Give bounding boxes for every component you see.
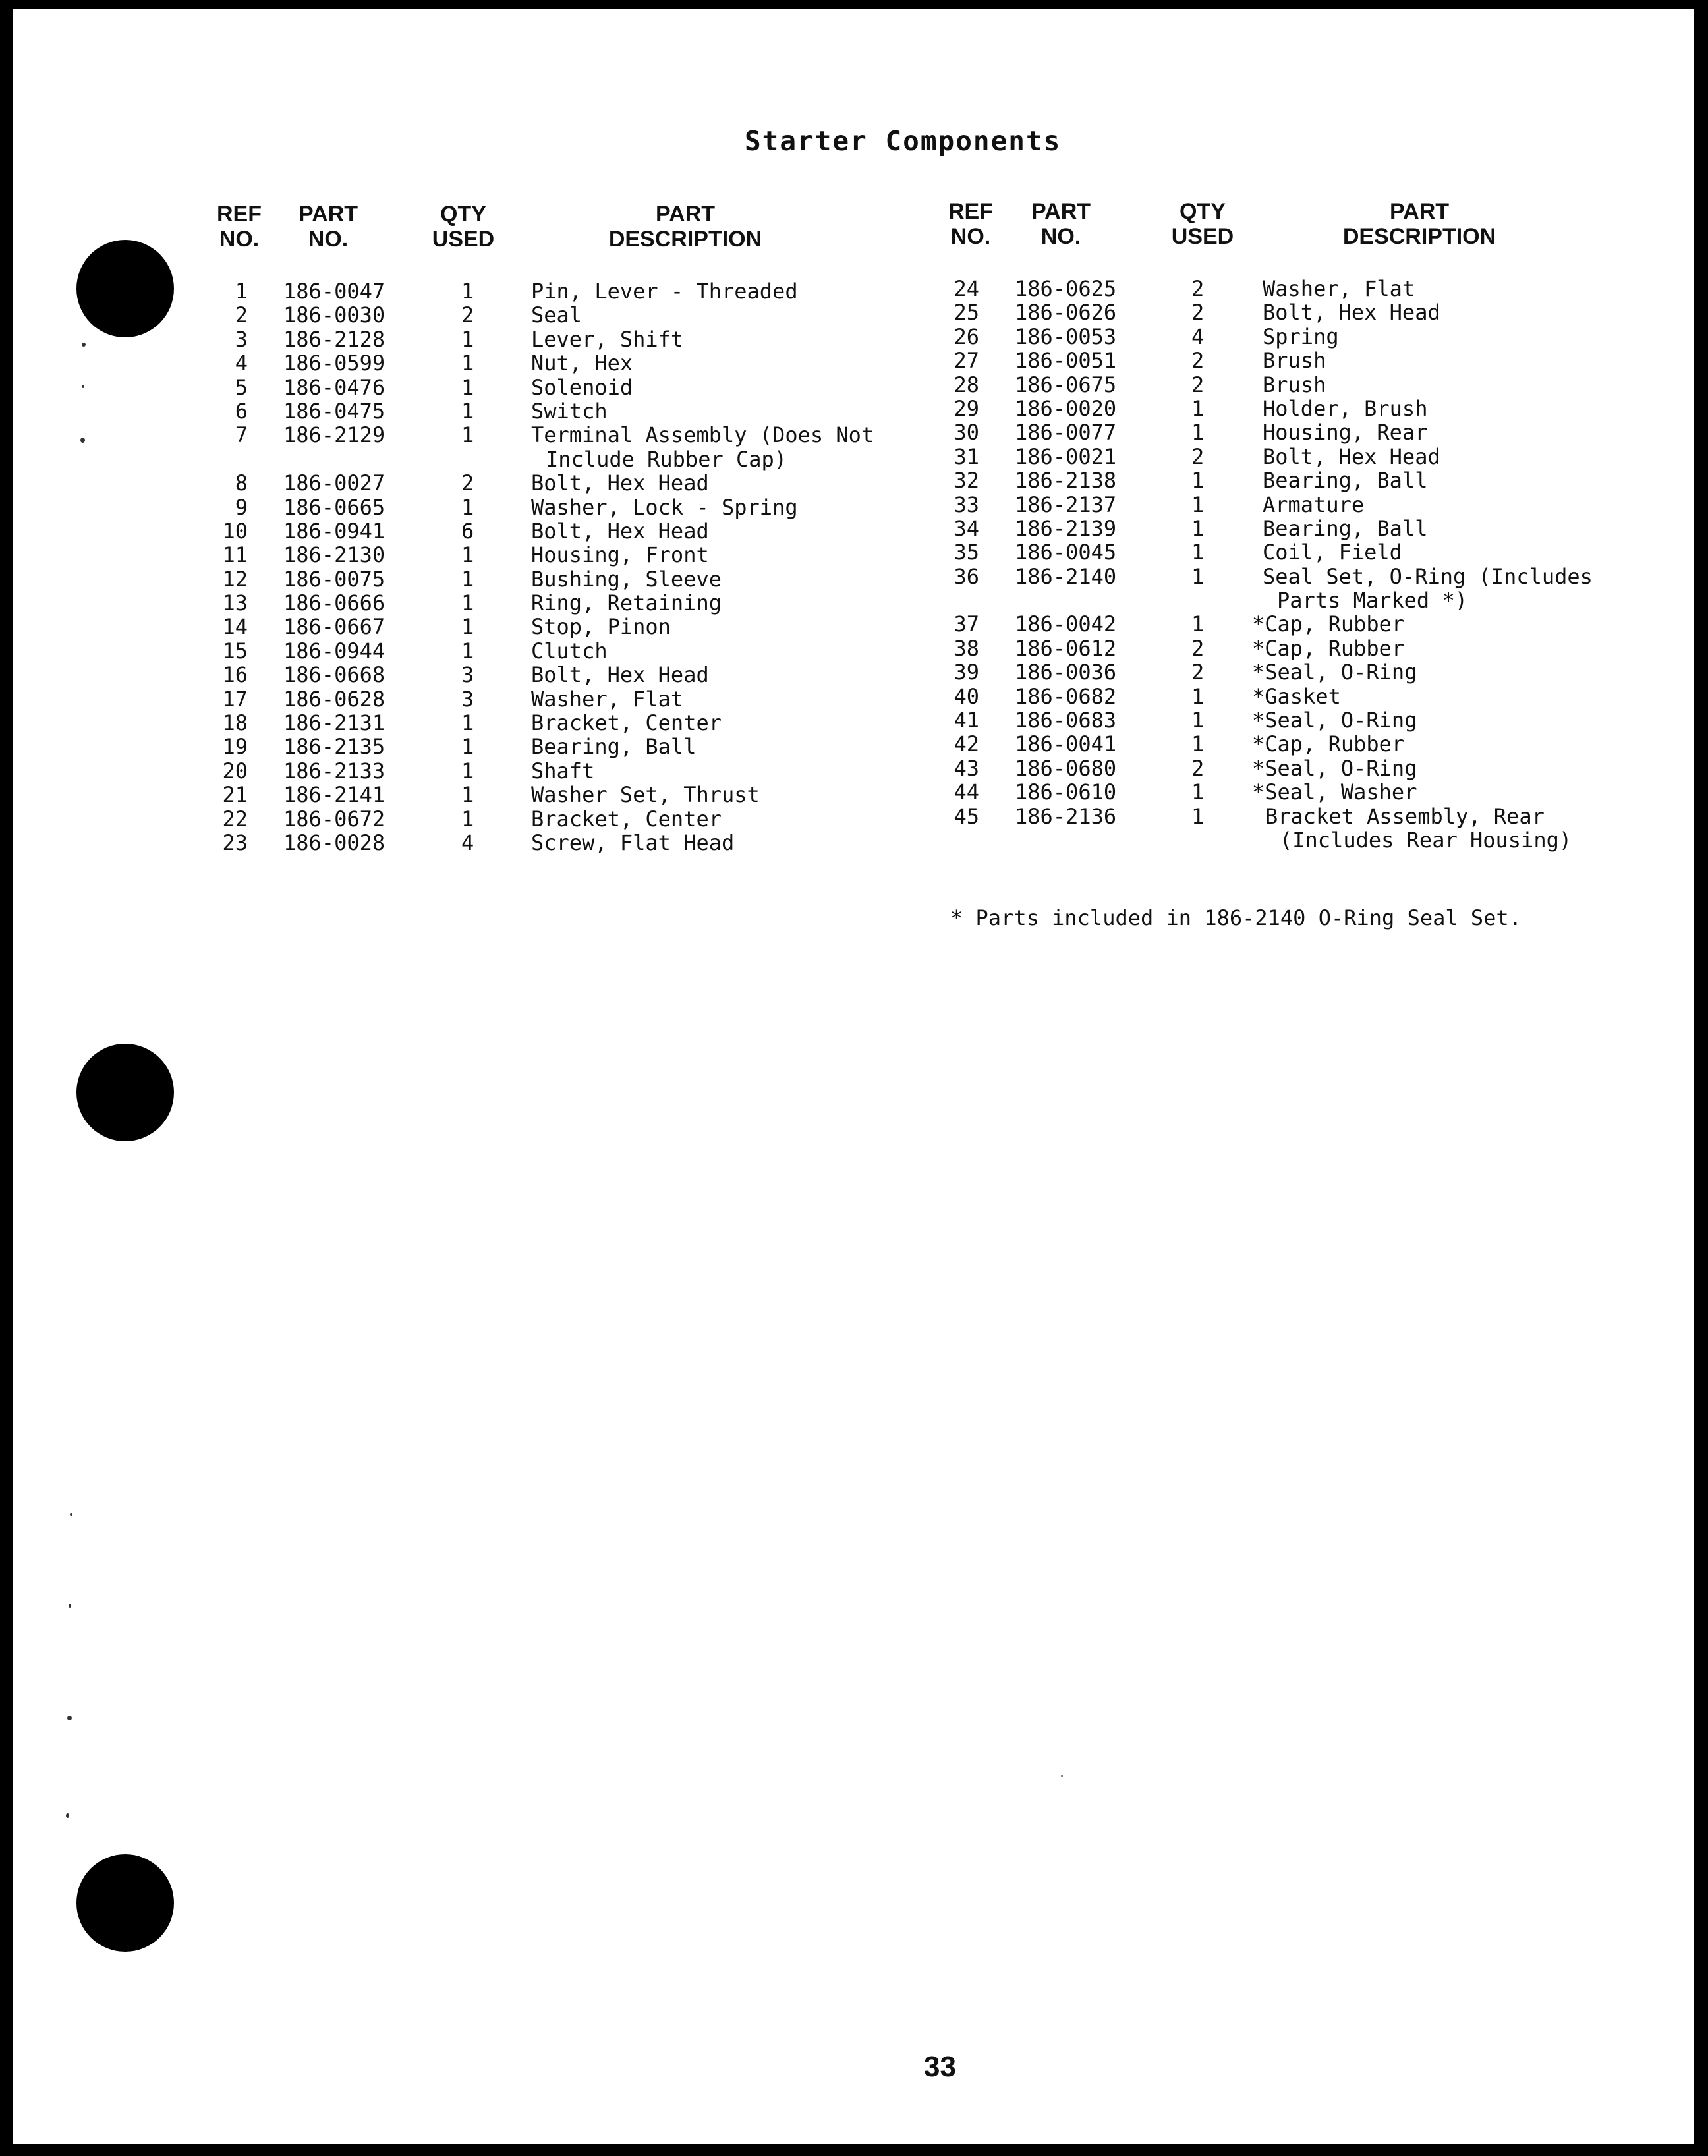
part-description: Bolt, Hex Head bbox=[531, 518, 709, 544]
part-description: Brush bbox=[1263, 372, 1326, 397]
part-row bbox=[942, 349, 1680, 372]
header-line: DESCRIPTION bbox=[1342, 224, 1496, 249]
qty-used: 1 bbox=[461, 734, 474, 760]
scan-speck bbox=[69, 1604, 71, 1608]
part-number: 186-0626 bbox=[1015, 300, 1117, 326]
part-number: 186-2140 bbox=[1015, 563, 1117, 589]
parts-list-right bbox=[942, 277, 1680, 852]
part-description: Pin, Lever - Threaded bbox=[531, 279, 798, 304]
qty-used: 1 bbox=[461, 566, 474, 592]
qty-used: 4 bbox=[461, 830, 474, 855]
ref-number: 17 bbox=[222, 686, 248, 712]
part-row bbox=[942, 300, 1680, 324]
part-description: Housing, Front bbox=[531, 542, 709, 568]
ref-number: 9 bbox=[235, 494, 248, 520]
ref-number: 42 bbox=[954, 731, 979, 757]
part-number: 186-0042 bbox=[1015, 611, 1117, 637]
qty-used: 3 bbox=[461, 686, 474, 712]
part-row-continuation bbox=[211, 447, 936, 471]
part-row bbox=[942, 805, 1680, 828]
header-line: PART bbox=[298, 202, 358, 227]
part-row bbox=[211, 663, 936, 687]
qty-used: 1 bbox=[1191, 780, 1205, 805]
part-number: 186-2141 bbox=[283, 782, 385, 808]
part-description: Parts Marked *) bbox=[1277, 588, 1467, 613]
header-qty-right bbox=[1166, 199, 1239, 249]
part-number: 186-0682 bbox=[1015, 683, 1117, 709]
ref-number: 7 bbox=[235, 422, 248, 448]
part-number: 186-2133 bbox=[283, 758, 385, 783]
qty-used: 1 bbox=[1191, 563, 1205, 589]
header-line: USED bbox=[432, 227, 495, 252]
qty-used: 1 bbox=[461, 279, 474, 304]
part-row bbox=[942, 708, 1680, 732]
part-row bbox=[942, 468, 1680, 492]
part-row bbox=[211, 615, 936, 638]
part-number: 186-0672 bbox=[283, 806, 385, 832]
part-description: Bolt, Hex Head bbox=[531, 470, 709, 496]
part-number: 186-0020 bbox=[1015, 395, 1117, 421]
part-description: Bearing, Ball bbox=[531, 734, 697, 760]
part-description: Bearing, Ball bbox=[1263, 468, 1428, 494]
part-description: Seal Set, O-Ring (Includes bbox=[1263, 563, 1593, 589]
part-row bbox=[942, 493, 1680, 517]
scan-speck bbox=[66, 1813, 69, 1818]
part-description: Housing, Rear bbox=[1263, 420, 1428, 445]
part-number: 186-0667 bbox=[283, 614, 385, 640]
punch-hole-middle bbox=[76, 1044, 174, 1141]
part-number: 186-0944 bbox=[283, 638, 385, 664]
ref-number: 38 bbox=[954, 635, 979, 661]
part-row bbox=[211, 543, 936, 567]
header-desc-left bbox=[593, 202, 778, 252]
part-description: Bolt, Hex Head bbox=[1263, 300, 1440, 326]
part-description: Lever, Shift bbox=[531, 326, 684, 352]
ref-number: 43 bbox=[954, 755, 979, 781]
header-part-left bbox=[289, 202, 368, 252]
qty-used: 1 bbox=[461, 614, 474, 640]
page-number: 33 bbox=[924, 2051, 956, 2083]
header-line: REF bbox=[217, 202, 262, 227]
qty-used: 2 bbox=[1191, 348, 1205, 374]
header-line: PART bbox=[1031, 199, 1091, 224]
qty-used: 1 bbox=[461, 351, 474, 376]
ref-number: 32 bbox=[954, 468, 979, 494]
qty-used: 3 bbox=[461, 662, 474, 688]
part-description: Bracket, Center bbox=[531, 710, 722, 736]
part-description: Include Rubber Cap) bbox=[546, 446, 787, 472]
part-row bbox=[211, 327, 936, 351]
ref-number: 5 bbox=[235, 374, 248, 400]
part-number: 186-0625 bbox=[1015, 276, 1117, 301]
qty-used: 1 bbox=[461, 710, 474, 736]
part-number: 186-0680 bbox=[1015, 755, 1117, 781]
parts-list-left bbox=[211, 279, 936, 855]
part-number: 186-0612 bbox=[1015, 635, 1117, 661]
part-row bbox=[211, 376, 936, 399]
part-description: *Seal, Washer bbox=[1252, 780, 1417, 805]
qty-used: 1 bbox=[1191, 803, 1205, 829]
ref-number: 29 bbox=[954, 395, 979, 421]
part-description: Clutch bbox=[531, 638, 608, 664]
part-description: Brush bbox=[1263, 348, 1326, 374]
header-desc-right bbox=[1327, 199, 1512, 249]
part-number: 186-0027 bbox=[283, 470, 385, 496]
qty-used: 2 bbox=[1191, 660, 1205, 685]
part-number: 186-0610 bbox=[1015, 780, 1117, 805]
part-row bbox=[211, 567, 936, 591]
part-description: Stop, Pinon bbox=[531, 614, 671, 640]
header-line: PART bbox=[655, 202, 716, 227]
ref-number: 15 bbox=[222, 638, 248, 664]
ref-number: 3 bbox=[235, 326, 248, 352]
qty-used: 1 bbox=[1191, 395, 1205, 421]
part-description: Coil, Field bbox=[1263, 540, 1402, 565]
part-description: Screw, Flat Head bbox=[531, 830, 735, 855]
ref-number: 36 bbox=[954, 563, 979, 589]
header-line: REF bbox=[948, 199, 993, 224]
part-row bbox=[211, 783, 936, 807]
part-description: (Includes Rear Housing) bbox=[1280, 827, 1572, 853]
part-row bbox=[942, 517, 1680, 540]
part-description: Shaft bbox=[531, 758, 595, 783]
part-row bbox=[211, 687, 936, 711]
document-page bbox=[13, 9, 1694, 2144]
qty-used: 1 bbox=[461, 590, 474, 616]
scan-speck bbox=[80, 438, 85, 443]
part-row bbox=[211, 399, 936, 423]
part-description: Nut, Hex bbox=[531, 351, 633, 376]
part-row bbox=[942, 373, 1680, 397]
part-row bbox=[211, 471, 936, 495]
qty-used: 1 bbox=[1191, 420, 1205, 445]
ref-number: 14 bbox=[222, 614, 248, 640]
part-description: Washer Set, Thrust bbox=[531, 782, 760, 808]
part-number: 186-2135 bbox=[283, 734, 385, 760]
qty-used: 2 bbox=[1191, 755, 1205, 781]
ref-number: 22 bbox=[222, 806, 248, 832]
part-number: 186-2131 bbox=[283, 710, 385, 736]
part-description: Holder, Brush bbox=[1263, 395, 1428, 421]
part-number: 186-0041 bbox=[1015, 731, 1117, 757]
ref-number: 23 bbox=[222, 830, 248, 855]
qty-used: 1 bbox=[1191, 731, 1205, 757]
part-number: 186-0668 bbox=[283, 662, 385, 688]
part-description: Washer, Flat bbox=[531, 686, 684, 712]
part-row bbox=[942, 780, 1680, 804]
part-row-continuation bbox=[942, 828, 1680, 852]
part-number: 186-0599 bbox=[283, 351, 385, 376]
ref-number: 27 bbox=[954, 348, 979, 374]
footnote: * Parts included in 186-2140 O-Ring Seal Set. bbox=[950, 905, 1522, 930]
qty-used: 6 bbox=[461, 518, 474, 544]
ref-number: 34 bbox=[954, 515, 979, 541]
part-number: 186-2136 bbox=[1015, 803, 1117, 829]
part-number: 186-2138 bbox=[1015, 468, 1117, 494]
qty-used: 2 bbox=[1191, 443, 1205, 469]
part-description: Bearing, Ball bbox=[1263, 515, 1428, 541]
ref-number: 24 bbox=[954, 276, 979, 301]
ref-number: 10 bbox=[222, 518, 248, 544]
part-number: 186-0683 bbox=[1015, 708, 1117, 733]
ref-number: 28 bbox=[954, 372, 979, 397]
ref-number: 45 bbox=[954, 803, 979, 829]
qty-used: 2 bbox=[1191, 635, 1205, 661]
part-number: 186-0675 bbox=[1015, 372, 1117, 397]
part-description: Spring bbox=[1263, 324, 1339, 349]
header-line: NO. bbox=[219, 227, 260, 252]
part-number: 186-0665 bbox=[283, 494, 385, 520]
part-description: *Cap, Rubber bbox=[1252, 635, 1405, 661]
part-row bbox=[942, 277, 1680, 300]
qty-used: 1 bbox=[461, 542, 474, 568]
part-number: 186-0475 bbox=[283, 398, 385, 424]
qty-used: 1 bbox=[1191, 708, 1205, 733]
punch-hole-bottom bbox=[76, 1854, 174, 1952]
part-description: *Seal, O-Ring bbox=[1252, 755, 1417, 781]
qty-used: 2 bbox=[1191, 300, 1205, 326]
part-number: 186-0021 bbox=[1015, 443, 1117, 469]
part-number: 186-0628 bbox=[283, 686, 385, 712]
part-row bbox=[211, 591, 936, 615]
part-number: 186-2129 bbox=[283, 422, 385, 448]
part-number: 186-0941 bbox=[283, 518, 385, 544]
part-description: Bracket, Center bbox=[531, 806, 722, 832]
part-number: 186-2137 bbox=[1015, 492, 1117, 517]
part-row bbox=[211, 423, 936, 447]
part-row bbox=[211, 351, 936, 375]
qty-used: 2 bbox=[1191, 276, 1205, 301]
part-row bbox=[211, 711, 936, 735]
ref-number: 16 bbox=[222, 662, 248, 688]
part-description: Solenoid bbox=[531, 374, 633, 400]
scan-speck bbox=[82, 385, 84, 388]
header-ref-right bbox=[941, 199, 1000, 249]
part-description: *Seal, O-Ring bbox=[1252, 708, 1417, 733]
part-number: 186-2128 bbox=[283, 326, 385, 352]
ref-number: 44 bbox=[954, 780, 979, 805]
header-ref-left bbox=[210, 202, 269, 252]
ref-number: 6 bbox=[235, 398, 248, 424]
ref-number: 37 bbox=[954, 611, 979, 637]
ref-number: 41 bbox=[954, 708, 979, 733]
part-description: Washer, Lock - Spring bbox=[531, 494, 798, 520]
qty-used: 1 bbox=[1191, 611, 1205, 637]
part-row bbox=[942, 612, 1680, 636]
part-description: *Cap, Rubber bbox=[1252, 611, 1405, 637]
part-description: *Gasket bbox=[1252, 683, 1341, 709]
part-number: 186-0047 bbox=[283, 279, 385, 304]
part-row bbox=[942, 540, 1680, 564]
part-row bbox=[211, 496, 936, 519]
qty-used: 2 bbox=[1191, 372, 1205, 397]
ref-number: 1 bbox=[235, 279, 248, 304]
ref-number: 11 bbox=[222, 542, 248, 568]
part-number: 186-0476 bbox=[283, 374, 385, 400]
qty-used: 1 bbox=[461, 326, 474, 352]
part-number: 186-0075 bbox=[283, 566, 385, 592]
part-row bbox=[942, 732, 1680, 756]
part-number: 186-2130 bbox=[283, 542, 385, 568]
qty-used: 4 bbox=[1191, 324, 1205, 349]
part-description: Washer, Flat bbox=[1263, 276, 1415, 301]
ref-number: 39 bbox=[954, 660, 979, 685]
part-row bbox=[211, 279, 936, 303]
punch-hole-top bbox=[76, 240, 174, 337]
ref-number: 12 bbox=[222, 566, 248, 592]
qty-used: 1 bbox=[461, 422, 474, 448]
part-row bbox=[211, 759, 936, 783]
scan-speck bbox=[67, 1716, 72, 1720]
part-row bbox=[211, 519, 936, 543]
qty-used: 1 bbox=[461, 494, 474, 520]
header-line: NO. bbox=[1040, 224, 1081, 249]
part-number: 186-0077 bbox=[1015, 420, 1117, 445]
part-number: 186-0666 bbox=[283, 590, 385, 616]
part-row bbox=[211, 831, 936, 855]
part-row bbox=[942, 445, 1680, 468]
scan-speck bbox=[82, 343, 86, 347]
part-number: 186-0036 bbox=[1015, 660, 1117, 685]
header-line: PART bbox=[1389, 199, 1450, 224]
qty-used: 1 bbox=[461, 758, 474, 783]
header-line: QTY bbox=[440, 202, 486, 227]
part-row bbox=[211, 303, 936, 327]
part-row-continuation bbox=[942, 588, 1680, 612]
part-description: Bolt, Hex Head bbox=[1263, 443, 1440, 469]
scan-speck bbox=[1061, 1775, 1063, 1777]
part-row bbox=[942, 637, 1680, 660]
qty-used: 2 bbox=[461, 470, 474, 496]
part-number: 186-0053 bbox=[1015, 324, 1117, 349]
part-row bbox=[942, 420, 1680, 444]
part-row bbox=[942, 565, 1680, 588]
page-title: Starter Components bbox=[745, 125, 1062, 157]
part-description: *Cap, Rubber bbox=[1252, 731, 1405, 757]
qty-used: 1 bbox=[1191, 540, 1205, 565]
header-line: QTY bbox=[1180, 199, 1226, 224]
ref-number: 35 bbox=[954, 540, 979, 565]
part-description: Bushing, Sleeve bbox=[531, 566, 722, 592]
ref-number: 21 bbox=[222, 782, 248, 808]
part-number: 186-2139 bbox=[1015, 515, 1117, 541]
ref-number: 19 bbox=[222, 734, 248, 760]
part-description: Terminal Assembly (Does Not bbox=[531, 422, 874, 448]
part-row bbox=[211, 639, 936, 663]
part-description: *Seal, O-Ring bbox=[1252, 660, 1417, 685]
qty-used: 1 bbox=[1191, 492, 1205, 517]
header-line: NO. bbox=[308, 227, 349, 252]
header-part-right bbox=[1021, 199, 1100, 249]
ref-number: 4 bbox=[235, 351, 248, 376]
qty-used: 1 bbox=[461, 398, 474, 424]
header-line: DESCRIPTION bbox=[608, 227, 762, 252]
part-row bbox=[211, 735, 936, 758]
header-line: NO. bbox=[950, 224, 991, 249]
header-line: USED bbox=[1171, 224, 1234, 249]
part-row bbox=[942, 756, 1680, 780]
part-row bbox=[211, 807, 936, 831]
part-description: Ring, Retaining bbox=[531, 590, 722, 616]
qty-used: 1 bbox=[1191, 468, 1205, 494]
ref-number: 26 bbox=[954, 324, 979, 349]
ref-number: 31 bbox=[954, 443, 979, 469]
qty-used: 1 bbox=[461, 638, 474, 664]
part-row bbox=[942, 397, 1680, 420]
part-number: 186-0030 bbox=[283, 302, 385, 328]
ref-number: 20 bbox=[222, 758, 248, 783]
qty-used: 1 bbox=[1191, 683, 1205, 709]
ref-number: 8 bbox=[235, 470, 248, 496]
ref-number: 2 bbox=[235, 302, 248, 328]
part-description: Armature bbox=[1263, 492, 1365, 517]
part-description: Seal bbox=[531, 302, 583, 328]
qty-used: 1 bbox=[1191, 515, 1205, 541]
ref-number: 40 bbox=[954, 683, 979, 709]
qty-used: 1 bbox=[461, 782, 474, 808]
qty-used: 2 bbox=[461, 302, 474, 328]
part-row bbox=[942, 660, 1680, 684]
part-number: 186-0028 bbox=[283, 830, 385, 855]
part-row bbox=[942, 325, 1680, 349]
header-qty-left bbox=[427, 202, 499, 252]
part-description: Switch bbox=[531, 398, 608, 424]
ref-number: 33 bbox=[954, 492, 979, 517]
ref-number: 25 bbox=[954, 300, 979, 326]
part-number: 186-0051 bbox=[1015, 348, 1117, 374]
ref-number: 13 bbox=[222, 590, 248, 616]
qty-used: 1 bbox=[461, 806, 474, 832]
part-number: 186-0045 bbox=[1015, 540, 1117, 565]
qty-used: 1 bbox=[461, 374, 474, 400]
ref-number: 30 bbox=[954, 420, 979, 445]
part-row bbox=[942, 685, 1680, 708]
scan-speck bbox=[70, 1513, 72, 1516]
ref-number: 18 bbox=[222, 710, 248, 736]
part-description: Bolt, Hex Head bbox=[531, 662, 709, 688]
part-description: Bracket Assembly, Rear bbox=[1265, 803, 1545, 829]
